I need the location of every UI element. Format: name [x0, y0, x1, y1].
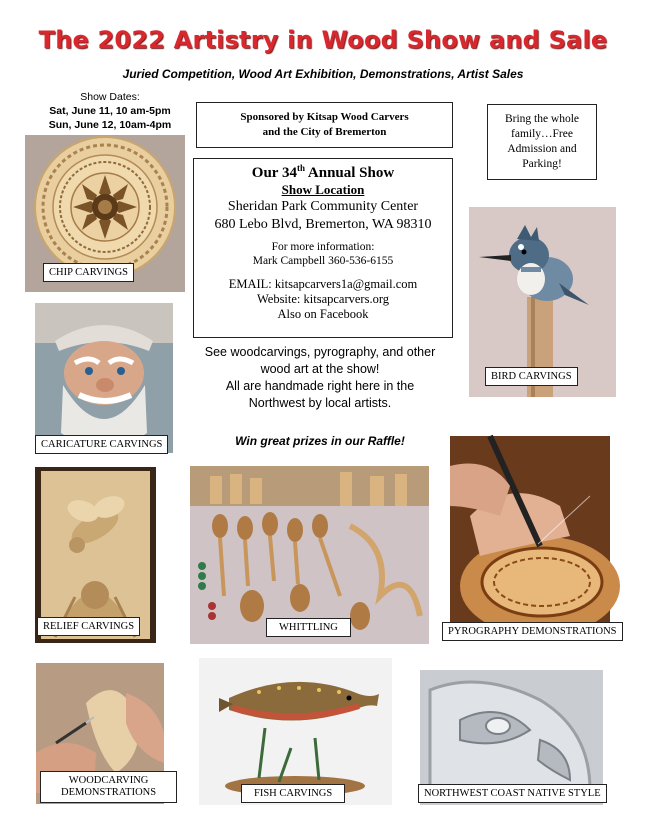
website-link[interactable]: Website: kitsapcarvers.org [256, 292, 390, 306]
facebook-note: Also on Facebook [277, 307, 369, 321]
description [180, 344, 460, 412]
show-dates-label: Show Dates: [80, 91, 140, 103]
caption-pyrography: PYROGRAPHY DEMONSTRATIONS [442, 622, 623, 641]
fish-carving-photo [199, 658, 392, 805]
raffle-note: Win great prizes in our Raffle! [235, 434, 405, 448]
family-line-1: Bring the whole [504, 113, 580, 125]
caption-chip-carvings: CHIP CARVINGS [43, 263, 134, 282]
sponsor-line-2: and the City of Bremerton [262, 126, 387, 138]
contact-phone: Mark Campbell 360-536-6155 [252, 255, 394, 267]
caption-fish-carvings: FISH CARVINGS [241, 784, 345, 803]
family-line-2: family…Free [511, 128, 573, 140]
sponsor-line-1: Sponsored by Kitsap Wood Carvers [240, 111, 409, 123]
show-dates [40, 90, 180, 132]
sponsor-box [196, 102, 453, 148]
sunday-hours: Sun, June 12, 10am-4pm [48, 119, 172, 131]
northwest-native-photo [420, 670, 603, 805]
description-line-4: Northwest by local artists. [248, 396, 392, 410]
bird-carving-photo [469, 207, 616, 397]
venue-name: Sheridan Park Community Center [227, 199, 419, 214]
family-line-3: Admission and [507, 143, 577, 155]
page-title: The 2022 Artistry in Wood Show and Sale [38, 26, 608, 54]
description-line-1: See woodcarvings, pyrography, and other [204, 345, 436, 359]
caption-relief-carvings: RELIEF CARVINGS [37, 617, 140, 636]
whittling-photo [190, 466, 429, 644]
caption-northwest-coast: NORTHWEST COAST NATIVE STYLE [418, 784, 607, 803]
page-subtitle: Juried Competition, Wood Art Exhibition, Demonstrations, Artist Sales [122, 67, 524, 81]
family-box [487, 104, 597, 180]
caricature-carving-photo [35, 303, 173, 453]
contact-email[interactable]: EMAIL: kitsapcarvers1a@gmail.com [228, 277, 418, 291]
description-line-2: wood art at the show! [260, 362, 380, 376]
family-line-4: Parking! [522, 158, 562, 170]
saturday-hours: Sat, June 11, 10 am-5pm [49, 105, 171, 117]
annual-show-heading: Our 34th Annual Show [251, 163, 395, 181]
relief-carving-photo [35, 467, 156, 643]
chip-carving-photo [25, 135, 185, 292]
description-line-3: All are handmade right here in the [225, 379, 415, 393]
location-label: Show Location [281, 182, 365, 197]
caption-woodcarving-demos: WOODCARVING DEMONSTRATIONS [40, 771, 177, 803]
venue-address: 680 Lebo Blvd, Bremerton, WA 98310 [214, 217, 432, 232]
woodcarving-demo-photo [36, 663, 164, 804]
caption-caricature-carvings: CARICATURE CARVINGS [35, 435, 168, 454]
pyrography-photo [448, 436, 617, 637]
more-info-label: For more information: [271, 241, 375, 253]
info-box [193, 158, 453, 338]
caption-whittling: WHITTLING [266, 618, 351, 637]
caption-bird-carvings: BIRD CARVINGS [485, 367, 578, 386]
